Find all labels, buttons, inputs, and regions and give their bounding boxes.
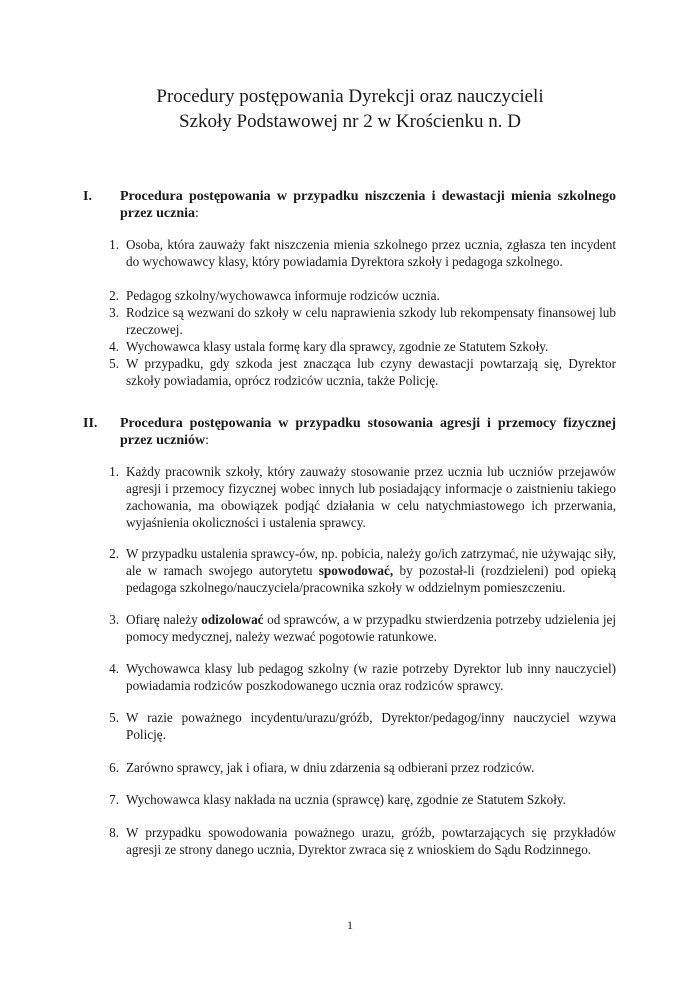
section-1-heading-suffix: : (195, 206, 199, 221)
list-item-text: Wychowawca klasy ustala formę kary dla sprawcy, zgodnie ze Statutem Szkoły. (126, 339, 549, 354)
list-item-text (126, 611, 616, 645)
section-2-heading-suffix: : (205, 433, 210, 448)
list-item-number: 4. (109, 339, 119, 354)
list-item-text: W razie poważnego incydentu/urazu/gróźb, Dyrektor/pedagog/inny nauczyciel wzywa Policję. (126, 710, 616, 742)
list-item-number: 5. (109, 356, 119, 371)
section-1-number: I. (83, 189, 92, 204)
section-2-heading (120, 415, 616, 449)
section-1-heading (120, 188, 616, 222)
list-item-number: 3. (109, 305, 119, 320)
list-item-text: Zarówno sprawcy, jak i ofiara, w dniu zdarzenia są odbierani przez rodziców. (126, 760, 535, 775)
list-item-text: W przypadku spowodowania poważnego urazu, gróźb, powtarzających się przykładów agresji ze strony danego ucznia, Dyrektor zwraca się z wnioskiem do Sądu Rodzinnego. (126, 825, 616, 857)
list-item-number: 1. (109, 464, 119, 479)
list-item-text: Wychowawca klasy lub pedagog szkolny (w razie potrzeby Dyrektor lub inny nauczyciel) powiadamia rodziców poszkodowanego ucznia oraz rodziców sprawcy. (126, 661, 616, 693)
list-item-text-part: W przypadku ustalenia sprawcy-ów, np. pobicia, należy go/ich zatrzymać, nie używając siły, ale w ramach swojego autorytetu (126, 546, 616, 578)
section-2-number: II. (83, 416, 98, 431)
list-item-number: 3. (109, 612, 119, 627)
section-1-heading-bold: Procedura postępowania w przypadku niszczenia i dewastacji mienia szkolnego przez ucznia (120, 189, 616, 221)
list-item-text: Rodzice są wezwani do szkoły w celu naprawienia szkody lub rekompensaty finansowej lub rzeczowej. (126, 305, 616, 337)
list-item-number: 8. (109, 825, 119, 840)
list-item-text-bold: odizolować (201, 612, 264, 627)
list-item-text: Pedagog szkolny/wychowawca informuje rodziców ucznia. (126, 288, 440, 303)
list-item-number: 6. (109, 760, 119, 775)
section-2-heading-bold: Procedura postępowania w przypadku stosowania agresji i przemocy fizycznej przez uczniów (120, 416, 616, 448)
document-title (0, 84, 700, 134)
list-item-text: W przypadku, gdy szkoda jest znacząca lub czyny dewastacji powtarzają się, Dyrektor szkoły powiadamia, oprócz rodziców ucznia, także Policję. (126, 356, 616, 388)
list-item-text: Wychowawca klasy nakłada na ucznia (sprawcę) karę, zgodnie ze Statutem Szkoły. (126, 792, 566, 807)
list-item-text-bold: spowodować, (318, 563, 394, 578)
list-item-text: Każdy pracownik szkoły, który zauważy stosowanie przez ucznia lub uczniów przejawów agresji i przemocy fizycznej wobec innych lub posiadający informacje o zaistnieniu takiego zachowania, ma obowiązek podjąć działania w celu natychmiastowego ich przerwania, wyjaśnienia okoliczności i ustalenia sprawcy. (126, 464, 616, 530)
list-item-text: Osoba, która zauważy fakt niszczenia mienia szkolnego przez ucznia, zgłasza ten incydent do wychowawcy klasy, który powiadamia Dyrektora szkoły i pedagoga szkolnego. (126, 237, 616, 269)
list-item-number: 4. (109, 661, 119, 676)
page-number: 1 (347, 918, 353, 932)
list-item-text-part: by pozostał-li (rozdzieleni) pod opieką pedagoga szkolnego/nauczyciela/pracownika szkoły w oddzielnym pomieszczeniu. (126, 563, 616, 595)
document-title-line-1: Procedury postępowania Dyrekcji oraz nauczycieli (156, 86, 544, 107)
list-item-number: 1. (109, 237, 119, 252)
document-title-line-2: Szkoły Podstawowej nr 2 w Krościenku n. D (179, 111, 521, 132)
list-item-number: 7. (109, 792, 119, 807)
list-item-text-part: Ofiarę należy (126, 612, 202, 627)
list-item-text-part: od sprawców, a w przypadku stwierdzenia potrzeby udzielenia jej pomocy medycznej, należy wezwać pogotowie ratunkowe. (126, 612, 616, 644)
list-item-text (126, 545, 616, 596)
list-item-number: 5. (109, 710, 119, 725)
list-item-number: 2. (109, 546, 119, 561)
list-item-number: 2. (109, 288, 119, 303)
